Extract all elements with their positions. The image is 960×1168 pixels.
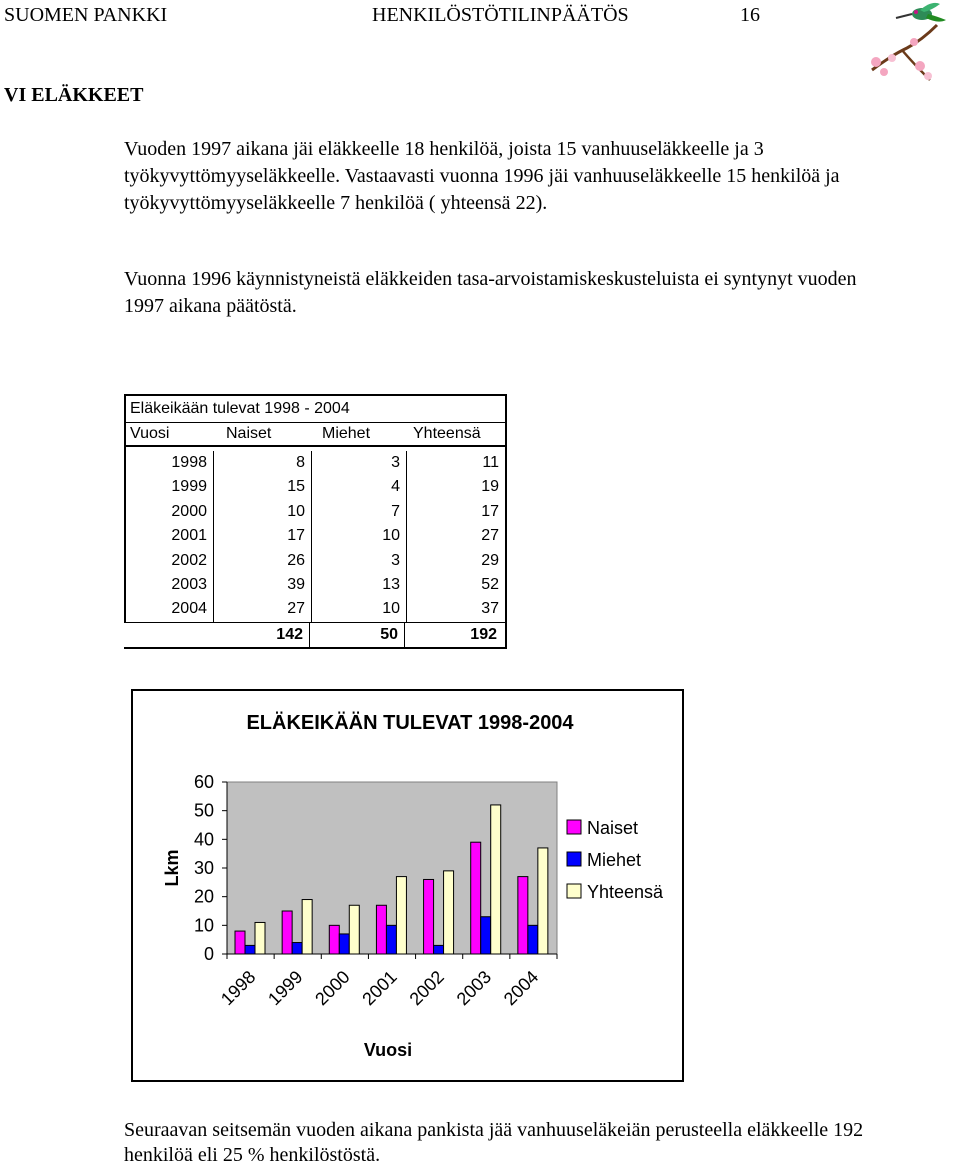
bar-miehet-2001 <box>386 925 396 954</box>
bar-yhteensä-2001 <box>396 877 406 954</box>
legend-label-miehet: Miehet <box>587 850 642 870</box>
cell-year: 2000 <box>126 500 214 524</box>
cell-total: 19 <box>481 478 499 496</box>
x-tick-label: 2002 <box>405 966 448 1010</box>
table-row <box>126 451 505 475</box>
retirement-chart <box>131 689 684 1082</box>
cell-total: 17 <box>481 502 499 520</box>
header-org: SUOMEN PANKKI <box>4 4 168 26</box>
cell-women: 27 <box>214 597 312 621</box>
cell-men: 13 <box>312 573 407 597</box>
bar-naiset-2004 <box>518 877 528 954</box>
col-header-total: Yhteensä <box>413 425 481 442</box>
bar-yhteensä-2000 <box>349 905 359 954</box>
cell-year: 2004 <box>126 597 214 621</box>
header-title: HENKILÖSTÖTILINPÄÄTÖS <box>372 4 629 26</box>
cell-total-all: 192 <box>470 625 497 643</box>
paragraph-line: Seuraavan seitsemän vuoden aikana pankista jää vanhuuseläkeiän perusteella eläkkeelle 192 <box>124 1119 864 1141</box>
legend-swatch-naiset <box>567 820 581 834</box>
cell-men: 3 <box>312 549 407 573</box>
col-header-women: Naiset <box>226 425 272 442</box>
x-tick-label: 2004 <box>499 966 543 1010</box>
cell-total-men: 50 <box>310 623 405 647</box>
bar-naiset-1999 <box>282 911 292 954</box>
cell-year: 1999 <box>126 475 214 499</box>
table-row <box>126 524 505 548</box>
bar-naiset-2001 <box>376 905 386 954</box>
bar-miehet-2002 <box>434 945 444 954</box>
bar-miehet-1999 <box>292 943 302 954</box>
chart-title: ELÄKEIKÄÄN TULEVAT 1998-2004 <box>246 712 574 734</box>
cell-men: 7 <box>312 500 407 524</box>
table-body <box>124 447 507 622</box>
cell-women: 15 <box>214 475 312 499</box>
y-tick-label: 20 <box>193 886 214 907</box>
cell-total-label <box>124 623 212 647</box>
table-row <box>126 597 505 621</box>
paragraph-negotiations <box>124 266 954 320</box>
cell-women: 10 <box>214 500 312 524</box>
cell-women: 8 <box>214 451 312 475</box>
cell-year: 1998 <box>126 451 214 475</box>
paragraph-line: 1997 aikana päätöstä. <box>124 295 297 317</box>
cell-total: 52 <box>481 575 499 593</box>
cell-total: 29 <box>481 551 499 569</box>
bar-naiset-1998 <box>235 931 245 954</box>
cell-men: 10 <box>312 524 407 548</box>
bar-yhteensä-2002 <box>444 871 454 954</box>
table-row <box>126 475 505 499</box>
col-header-year: Vuosi <box>130 425 170 442</box>
cell-women: 17 <box>214 524 312 548</box>
col-header-men: Miehet <box>322 425 371 442</box>
chart-canvas <box>133 691 682 1080</box>
table-total-row <box>124 622 507 649</box>
y-tick-label: 60 <box>193 772 214 792</box>
x-tick-label: 2003 <box>452 966 496 1010</box>
table-row <box>126 573 505 597</box>
x-tick-label: 1999 <box>264 966 307 1010</box>
bar-naiset-2002 <box>424 879 434 954</box>
cell-total: 27 <box>481 527 499 545</box>
table-row <box>126 549 505 573</box>
legend-swatch-miehet <box>567 852 581 866</box>
y-tick-label: 10 <box>193 915 214 936</box>
bar-miehet-2000 <box>339 934 349 954</box>
bar-yhteensä-2004 <box>538 848 548 954</box>
cell-total: 11 <box>482 454 499 471</box>
paragraph-retirements-1997 <box>124 136 954 217</box>
bar-yhteensä-2003 <box>491 805 501 954</box>
legend-swatch-yhteensä <box>567 884 581 898</box>
bar-yhteensä-1998 <box>255 922 265 954</box>
cell-year: 2002 <box>126 549 214 573</box>
cell-women: 39 <box>214 573 312 597</box>
bar-miehet-2004 <box>528 925 538 954</box>
x-tick-label: 1998 <box>216 966 260 1010</box>
bar-naiset-2003 <box>471 842 481 954</box>
retirement-table <box>124 394 507 649</box>
x-axis-label: Vuosi <box>363 1040 413 1060</box>
cell-men: 4 <box>312 475 407 499</box>
paragraph-line: henkilöä eli 25 % henkilöstöstä. <box>124 1144 381 1166</box>
hummingbird-blossom-icon <box>862 0 952 84</box>
cell-year: 2003 <box>126 573 214 597</box>
cell-women: 26 <box>214 549 312 573</box>
paragraph-line: Vuonna 1996 käynnistyneistä eläkkeiden tasa-arvoistamiskeskusteluista ei syntynyt vuoden <box>124 268 857 290</box>
paragraph-forecast <box>124 1118 954 1168</box>
y-tick-label: 0 <box>203 944 214 964</box>
page-number: 16 <box>740 4 760 26</box>
x-tick-label: 2000 <box>311 966 354 1010</box>
y-tick-label: 50 <box>193 800 214 821</box>
section-title: VI ELÄKKEET <box>4 84 144 106</box>
bar-miehet-1998 <box>245 945 255 954</box>
bar-miehet-2003 <box>481 917 491 954</box>
y-tick-label: 30 <box>193 858 214 878</box>
y-tick-label: 40 <box>193 829 214 850</box>
y-axis-label: Lkm <box>162 849 182 887</box>
paragraph-line: työkyvyttömyyseläkkeelle. Vastaavasti vuonna 1996 jäi vanhuuseläkkeelle 15 henkilöä ja <box>124 165 840 187</box>
cell-total: 37 <box>481 600 499 618</box>
x-tick-label: 2001 <box>358 966 401 1010</box>
cell-men: 3 <box>312 451 407 475</box>
table-row <box>126 500 505 524</box>
bar-naiset-2000 <box>329 925 339 954</box>
cell-total-women: 142 <box>212 623 310 647</box>
table-caption: Eläkeikään tulevat 1998 - 2004 <box>124 394 507 423</box>
bar-yhteensä-1999 <box>302 900 312 954</box>
paragraph-line: työkyvyttömyyseläkkeelle 7 henkilöä ( yhteensä 22). <box>124 192 548 214</box>
cell-men: 10 <box>312 597 407 621</box>
table-header-row <box>124 423 507 447</box>
paragraph-line: Vuoden 1997 aikana jäi eläkkeelle 18 henkilöä, joista 15 vanhuuseläkkeelle ja 3 <box>124 138 764 160</box>
cell-year: 2001 <box>126 524 214 548</box>
legend-label-yhteensä: Yhteensä <box>587 882 664 902</box>
legend-label-naiset: Naiset <box>587 818 639 838</box>
